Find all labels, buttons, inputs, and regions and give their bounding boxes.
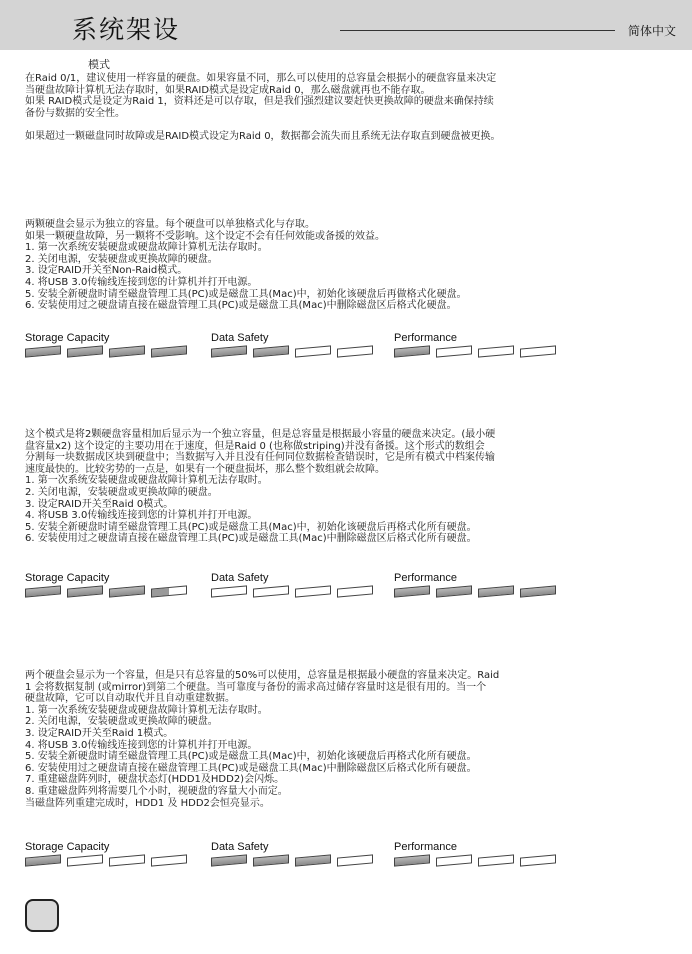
rating-bar (109, 585, 145, 597)
text-line: 如果 RAID模式是设定为Raid 1，资料还是可以存取，但是我们强烈建议要赶快更换故障的硬盘来确保持续 (25, 96, 494, 108)
raid0-ratings (25, 572, 665, 602)
rating-bar (67, 854, 103, 866)
rating-bar (151, 345, 187, 357)
text-line (25, 119, 650, 131)
rating-label: Performance (394, 841, 457, 853)
raid1-section-text (25, 670, 650, 809)
text-line: 4. 将USB 3.0传输线连接到您的计算机并打开电源。 (25, 739, 258, 751)
rating-bar (478, 585, 514, 597)
rating-bar (520, 345, 556, 357)
text-line: 2. 关闭电源，安装硬盘或更换故障的硬盘。 (25, 253, 218, 265)
rating-bar (295, 854, 331, 866)
text-line: 1. 第一次系统安装硬盘或硬盘故障计算机无法存取时。 (25, 242, 268, 254)
rating-bar (109, 854, 145, 866)
rating-bar (394, 585, 430, 597)
page-title: 系统架设 (72, 15, 181, 44)
rating-bar (25, 854, 61, 866)
rating-bar (151, 854, 187, 866)
text-line: 分割每一块数据成区块到硬盘中；当数据写入并且没有任何同位数据检查错误时，它是所有模式中档案传输 (25, 452, 495, 464)
text-line: 1. 第一次系统安装硬盘或硬盘故障计算机无法存取时。 (25, 475, 268, 487)
rating-bar (436, 854, 472, 866)
rating-bar (337, 345, 373, 357)
text-line: 6. 安装使用过之硬盘请直接在磁盘管理工具(PC)或是磁盘工具(Mac)中删除磁盘区后格式化所有硬盘。 (25, 762, 477, 774)
text-line: 这个模式是将2颗硬盘容量相加后显示为一个独立容量，但是总容量是根据最小容量的硬盘来决定。(最小硬 (25, 429, 496, 440)
rating-bar (394, 345, 430, 357)
text-line: 当磁盘阵列重建完成时，HDD1 及 HDD2会恒亮显示。 (25, 797, 270, 809)
rating-bar (295, 345, 331, 357)
rating-bar (253, 345, 289, 357)
rating-bar (109, 345, 145, 357)
rating-bar (520, 854, 556, 866)
rating-bar (337, 585, 373, 597)
raid0-section-text (25, 429, 650, 545)
rating-label: Storage Capacity (25, 841, 110, 853)
rating-bar (67, 345, 103, 357)
text-line: 6. 安装使用过之硬盘请直接在磁盘管理工具(PC)或是磁盘工具(Mac)中删除磁盘区后格式化硬盘。 (25, 300, 457, 312)
page-header (0, 0, 692, 50)
rating-label: Data Safety (211, 841, 269, 853)
rating-bar (211, 585, 247, 597)
text-line: 1. 第一次系统安装硬盘或硬盘故障计算机无法存取时。 (25, 704, 268, 716)
rating-bar (67, 585, 103, 597)
rating-label: Data Safety (211, 332, 269, 344)
rating-label: Data Safety (211, 572, 269, 584)
text-line: 5. 安装全新硬盘时请至磁盘管理工具(PC)或是磁盘工具(Mac)中，初始化该硬盘后再格式化所有硬盘。 (25, 521, 477, 533)
text-line: 两个硬盘会显示为一个容量，但是只有总容量的50%可以使用，总容量是根据最小硬盘的容量来决定。Raid (25, 670, 500, 681)
rating-bar (337, 854, 373, 866)
non-raid-ratings (25, 332, 665, 362)
rating-bar (253, 854, 289, 866)
text-line: 8. 重建磁盘阵列将需要几个小时，视硬盘的容量大小而定。 (25, 785, 288, 797)
rating-label: Storage Capacity (25, 332, 110, 344)
text-line: 2. 关闭电源，安装硬盘或更换故障的硬盘。 (25, 486, 218, 498)
rating-bar (211, 345, 247, 357)
rating-bar (151, 585, 187, 597)
text-line: 3. 设定RAID开关至Raid 1模式。 (25, 727, 174, 739)
intro-text (25, 73, 650, 143)
text-line: 备份与数据的安全性。 (25, 107, 125, 119)
rating-bar (253, 585, 289, 597)
text-line: 如果超过一颗磁盘同时故障或是RAID模式设定为Raid 0，数据都会流失而且系统无法存取直到硬盘被更换。 (25, 130, 501, 142)
rating-bar (478, 345, 514, 357)
text-line: 6. 安装使用过之硬盘请直接在磁盘管理工具(PC)或是磁盘工具(Mac)中删除磁盘区后格式化所有硬盘。 (25, 533, 477, 545)
text-line: 1 会将数据复制 (或mirror)到第二个硬盘。当可靠度与备份的需求高过储存容量时这是很有用的。当一个 (25, 681, 487, 693)
text-line: 7. 重建磁盘阵列时，硬盘状态灯(HDD1及HDD2)会闪烁。 (25, 774, 285, 786)
mode-label: 模式 (88, 58, 110, 71)
raid1-ratings (25, 841, 665, 871)
text-line: 速度最快的。比较劣势的一点是，如果有一个硬盘损坏，那么整个数组就会故障。 (25, 463, 385, 475)
text-line: 两颗硬盘会显示为独立的容量。每个硬盘可以单独格式化与存取。 (25, 219, 315, 230)
rating-bar (211, 854, 247, 866)
text-line: 如果一颗硬盘故障，另一颗将不受影响。这个设定不会有任何效能或备援的效益。 (25, 230, 385, 242)
text-line: 5. 安装全新硬盘时请至磁盘管理工具(PC)或是磁盘工具(Mac)中，初始化该硬盘后再做格式化硬盘。 (25, 288, 467, 300)
non-raid-section-text (25, 219, 650, 312)
text-line: 4. 将USB 3.0传输线连接到您的计算机并打开电源。 (25, 276, 258, 288)
text-line: 5. 安装全新硬盘时请至磁盘管理工具(PC)或是磁盘工具(Mac)中，初始化该硬盘后再格式化所有硬盘。 (25, 751, 477, 763)
rating-bar (436, 345, 472, 357)
rating-label: Storage Capacity (25, 572, 110, 584)
rating-label: Performance (394, 572, 457, 584)
rating-bar (25, 585, 61, 597)
language-label: 简体中文 (628, 24, 677, 38)
text-line: 硬盘故障，它可以自动取代并且自动重建数据。 (25, 693, 235, 705)
header-divider (340, 30, 615, 31)
rating-bar (394, 854, 430, 866)
rating-bar (478, 854, 514, 866)
text-line: 在Raid 0/1，建议使用一样容量的硬盘。如果容量不同，那么可以使用的总容量会根据小的硬盘容量来决定 (25, 73, 497, 84)
text-line: 2. 关闭电源，安装硬盘或更换故障的硬盘。 (25, 716, 218, 728)
text-line: 盘容量x2) 这个设定的主要功用在于速度，但是Raid 0 (也称做striping)并没有备援。这个形式的数组会 (25, 440, 485, 452)
rating-label: Performance (394, 332, 457, 344)
rating-bar (520, 585, 556, 597)
text-line: 当硬盘故障计算机无法存取时，如果RAID模式是设定成Raid 0，那么磁盘就再也不能存取。 (25, 84, 431, 96)
rating-bar (295, 585, 331, 597)
text-line: 4. 将USB 3.0传输线连接到您的计算机并打开电源。 (25, 510, 258, 522)
rating-bar (25, 345, 61, 357)
rating-bar (436, 585, 472, 597)
page-number-tab (25, 899, 59, 932)
text-line: 3. 设定RAID开关至Raid 0模式。 (25, 498, 174, 510)
text-line: 3. 设定RAID开关至Non-Raid模式。 (25, 265, 188, 277)
